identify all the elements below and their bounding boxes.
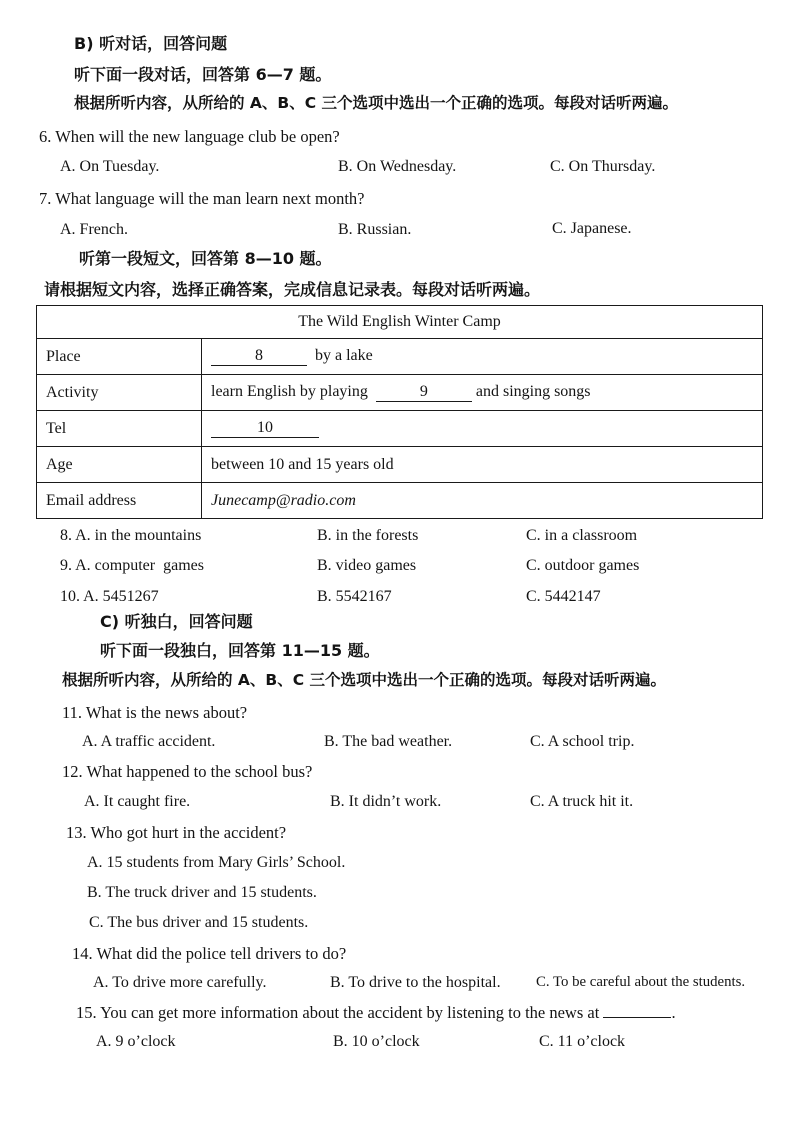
blank-8[interactable]: 8 bbox=[211, 347, 307, 366]
q6-option-b[interactable]: B. On Wednesday. bbox=[338, 158, 457, 175]
table-value-age: between 10 and 15 years old bbox=[202, 447, 763, 483]
table-title: The Wild English Winter Camp bbox=[37, 306, 763, 339]
q10-option-b[interactable]: B. 5542167 bbox=[317, 588, 392, 605]
question-7: 7. What language will the man learn next month? bbox=[39, 189, 365, 208]
section-b-heading: B) 听对话，回答问题 bbox=[74, 34, 228, 53]
table-value-activity bbox=[202, 375, 763, 411]
section-c-instruction-2: 根据所听内容，从所给的 A、B、C 三个选项中选出一个正确的选项。每段对话听两遍。 bbox=[62, 671, 666, 689]
question-12: 12. What happened to the school bus? bbox=[62, 762, 313, 781]
question-15-text: 15. You can get more information about the accident by listening to the news at bbox=[76, 1003, 600, 1022]
q11-option-a[interactable]: A. A traffic accident. bbox=[82, 733, 216, 750]
table-label-activity: Activity bbox=[37, 375, 202, 411]
passage-instruction-2: 请根据短文内容，选择正确答案，完成信息记录表。每段对话听两遍。 bbox=[44, 280, 541, 299]
q10-option-c[interactable]: C. 5442147 bbox=[526, 588, 601, 605]
q13-option-c[interactable]: C. The bus driver and 15 students. bbox=[89, 914, 309, 931]
passage-instruction-1: 听第一段短文，回答第 8—10 题。 bbox=[79, 249, 332, 268]
q7-option-b[interactable]: B. Russian. bbox=[338, 221, 412, 238]
answer-blank-15[interactable] bbox=[603, 1005, 671, 1018]
section-c-instruction-1: 听下面一段独白，回答第 11—15 题。 bbox=[100, 641, 380, 660]
table-label-place: Place bbox=[37, 339, 202, 375]
section-c-heading: C) 听独白，回答问题 bbox=[100, 612, 253, 631]
q9-option-b[interactable]: B. video games bbox=[317, 557, 417, 574]
table-row bbox=[37, 339, 763, 375]
blank-9[interactable]: 9 bbox=[376, 383, 472, 402]
question-14: 14. What did the police tell drivers to do? bbox=[72, 944, 347, 963]
q10-option-a[interactable]: 10. A. 5451267 bbox=[60, 588, 159, 605]
q12-option-a[interactable]: A. It caught fire. bbox=[84, 793, 191, 810]
table-row bbox=[37, 447, 763, 483]
table-label-age: Age bbox=[37, 447, 202, 483]
q13-option-b[interactable]: B. The truck driver and 15 students. bbox=[87, 884, 317, 901]
place-suffix: by a lake bbox=[315, 347, 373, 365]
q11-option-b[interactable]: B. The bad weather. bbox=[324, 733, 453, 750]
q12-option-b[interactable]: B. It didn’t work. bbox=[330, 793, 442, 810]
q15-option-b[interactable]: B. 10 o’clock bbox=[333, 1033, 420, 1050]
q14-option-a[interactable]: A. To drive more carefully. bbox=[93, 974, 267, 991]
section-b-instruction-1: 听下面一段对话，回答第 6—7 题。 bbox=[74, 65, 332, 84]
table-value-place bbox=[202, 339, 763, 375]
question-15 bbox=[76, 1005, 676, 1022]
q11-option-c[interactable]: C. A school trip. bbox=[530, 733, 635, 750]
q7-option-a[interactable]: A. French. bbox=[60, 221, 128, 238]
question-11: 11. What is the news about? bbox=[62, 703, 248, 722]
section-b-instruction-2: 根据所听内容，从所给的 A、B、C 三个选项中选出一个正确的选项。每段对话听两遍。 bbox=[74, 94, 678, 112]
q7-option-c[interactable]: C. Japanese. bbox=[552, 220, 632, 237]
q8-option-c[interactable]: C. in a classroom bbox=[526, 527, 638, 544]
table-row bbox=[37, 375, 763, 411]
q14-option-b[interactable]: B. To drive to the hospital. bbox=[330, 974, 501, 991]
q8-option-b[interactable]: B. in the forests bbox=[317, 527, 419, 544]
q15-option-a[interactable]: A. 9 o’clock bbox=[96, 1033, 176, 1050]
blank-10[interactable]: 10 bbox=[211, 419, 319, 438]
q12-option-c[interactable]: C. A truck hit it. bbox=[530, 793, 634, 810]
activity-suffix: and singing songs bbox=[475, 383, 591, 401]
camp-info-table bbox=[36, 305, 763, 519]
q9-option-a[interactable]: 9. A. computer games bbox=[60, 557, 204, 574]
question-6: 6. When will the new language club be open? bbox=[39, 127, 340, 146]
q14-option-c[interactable]: C. To be careful about the students. bbox=[536, 974, 746, 990]
q15-option-c[interactable]: C. 11 o’clock bbox=[539, 1033, 626, 1050]
q6-option-c[interactable]: C. On Thursday. bbox=[550, 158, 656, 175]
table-row bbox=[37, 411, 763, 447]
activity-prefix: learn English by playing bbox=[211, 383, 368, 401]
question-13: 13. Who got hurt in the accident? bbox=[66, 823, 287, 842]
table-value-email: Junecamp@radio.com bbox=[202, 483, 763, 519]
table-value-tel bbox=[202, 411, 763, 447]
q8-option-a[interactable]: 8. A. in the mountains bbox=[60, 527, 202, 544]
table-label-email: Email address bbox=[37, 483, 202, 519]
q13-option-a[interactable]: A. 15 students from Mary Girls’ School. bbox=[87, 854, 346, 871]
q6-option-a[interactable]: A. On Tuesday. bbox=[60, 158, 160, 175]
q9-option-c[interactable]: C. outdoor games bbox=[526, 557, 640, 574]
table-row bbox=[37, 483, 763, 519]
question-15-period: . bbox=[671, 1003, 676, 1022]
table-label-tel: Tel bbox=[37, 411, 202, 447]
